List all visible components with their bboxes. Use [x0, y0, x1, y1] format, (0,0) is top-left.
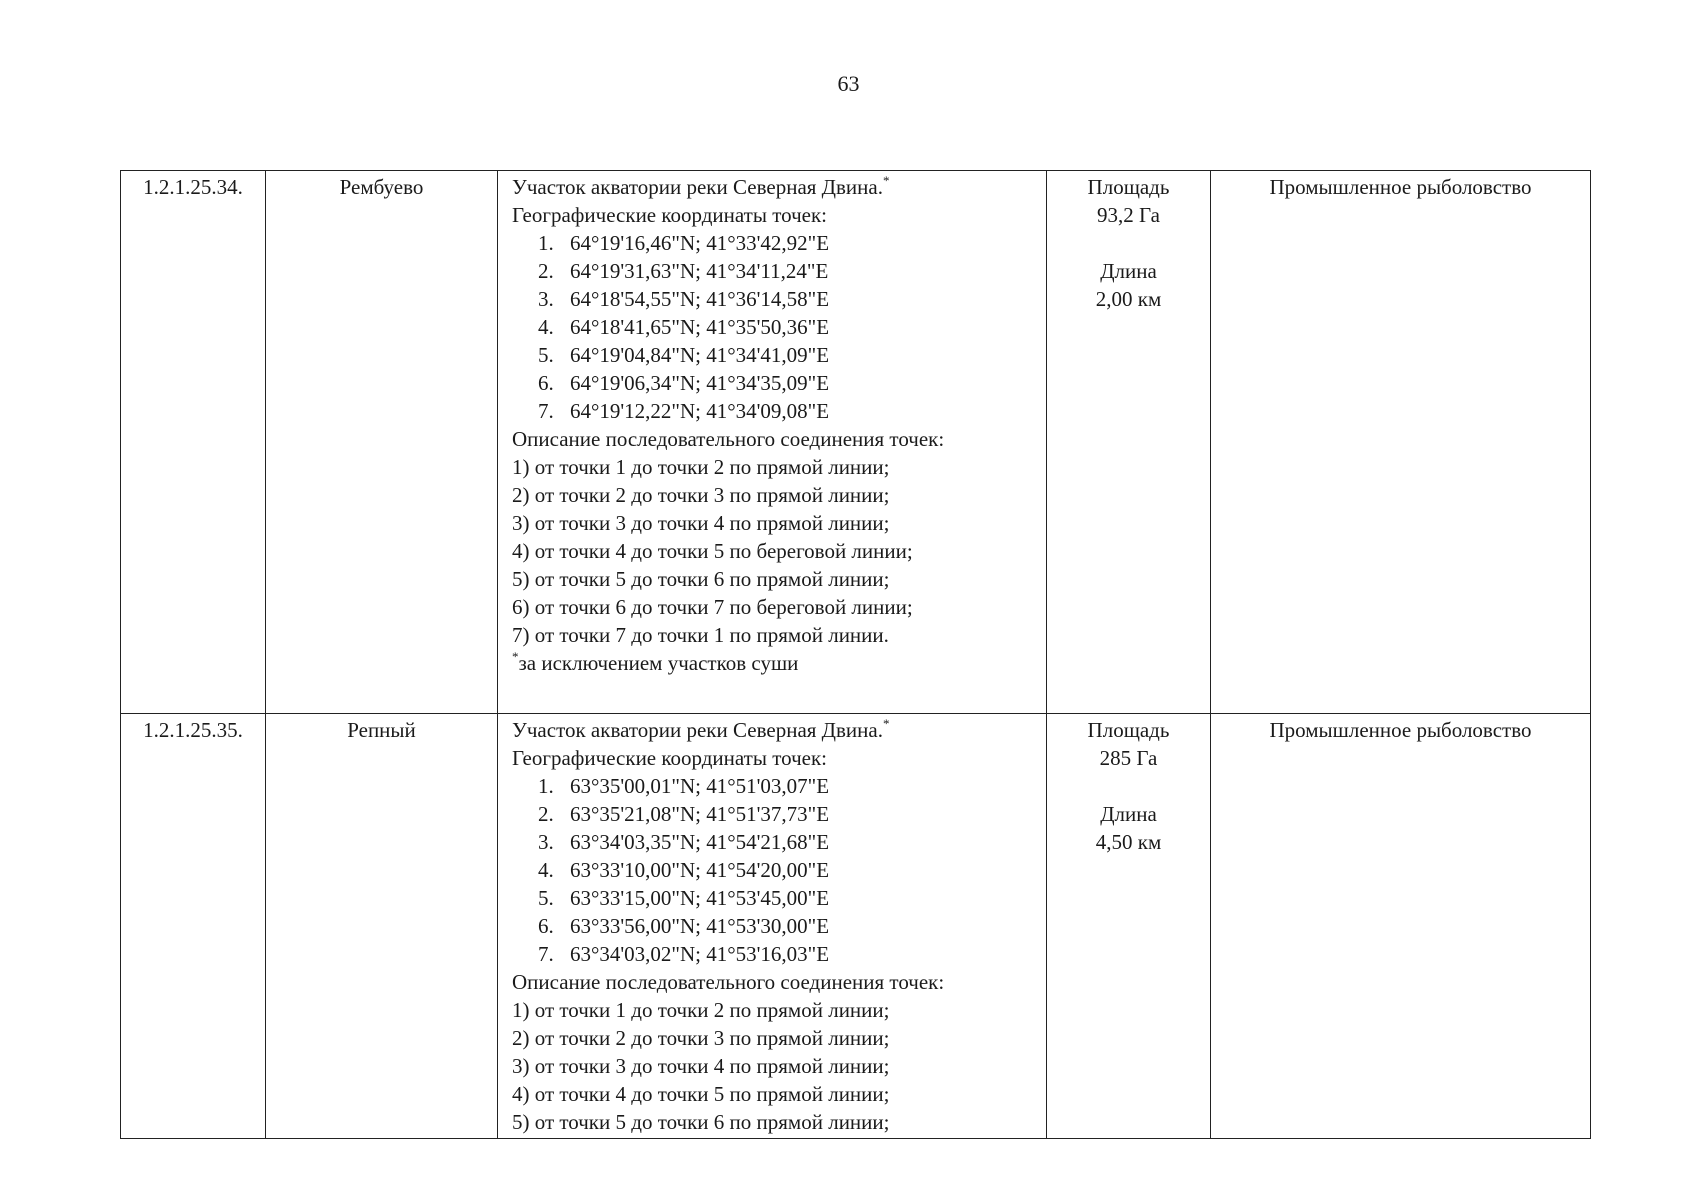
length-value: 4,50 км [1095, 830, 1162, 854]
fishing-areas-table [120, 170, 1591, 1139]
coordinate-item: 6. 64°19'06,34"N; 41°34'35,09"E [538, 371, 830, 395]
coords-heading: Географические координаты точек: [512, 203, 827, 227]
table-row [121, 714, 1591, 1139]
area-measurements [1047, 714, 1211, 1139]
area-value: 93,2 Га [1097, 203, 1160, 227]
area-description [498, 171, 1047, 714]
coordinate-item: 1. 64°19'16,46"N; 41°33'42,92"E [538, 231, 830, 255]
connection-item: 2) от точки 2 до точки 3 по прямой линии; [512, 483, 890, 507]
footnote-mark: * [882, 173, 890, 188]
coordinate-item: 2. 64°19'31,63"N; 41°34'11,24"E [538, 259, 829, 283]
footnote: *за исключением участков суши [512, 649, 799, 675]
page-number: 63 [837, 71, 860, 96]
coordinate-item: 5. 64°19'04,84"N; 41°34'41,09"E [538, 343, 830, 367]
coordinate-item: 5. 63°33'15,00"N; 41°53'45,00"E [538, 886, 830, 910]
coordinate-item: 6. 63°33'56,00"N; 41°53'30,00"E [538, 914, 830, 938]
area-purpose: Промышленное рыболовство [1211, 171, 1591, 714]
area-purpose: Промышленное рыболовство [1211, 714, 1591, 1139]
area-code: 1.2.1.25.34. [121, 171, 266, 714]
connection-item: 5) от точки 5 до точки 6 по прямой линии; [512, 1110, 890, 1134]
coordinate-item: 7. 63°34'03,02"N; 41°53'16,03"E [538, 942, 830, 966]
connection-item: 5) от точки 5 до точки 6 по прямой линии; [512, 567, 890, 591]
area-measurements [1047, 171, 1211, 714]
connection-item: 3) от точки 3 до точки 4 по прямой линии; [512, 1054, 890, 1078]
length-label: Длина [1100, 802, 1157, 826]
coordinate-item: 3. 63°34'03,35"N; 41°54'21,68"E [538, 830, 830, 854]
connection-item: 6) от точки 6 до точки 7 по береговой линии; [512, 595, 913, 619]
connection-item: 3) от точки 3 до точки 4 по прямой линии; [512, 511, 890, 535]
coordinate-item: 4. 63°33'10,00"N; 41°54'20,00"E [538, 858, 830, 882]
area-label: Площадь [1087, 718, 1170, 742]
area-description [498, 714, 1047, 1139]
table-row [121, 171, 1591, 714]
connection-item: 1) от точки 1 до точки 2 по прямой линии; [512, 998, 890, 1022]
length-value: 2,00 км [1095, 287, 1162, 311]
area-name: Репный [266, 714, 498, 1139]
footnote-mark: * [512, 649, 519, 664]
coordinate-item: 1. 63°35'00,01"N; 41°51'03,07"E [538, 774, 830, 798]
connection-item: 4) от точки 4 до точки 5 по береговой линии; [512, 539, 913, 563]
coordinate-item: 7. 64°19'12,22"N; 41°34'09,08"E [538, 399, 830, 423]
description-title: Участок акватории реки Северная Двина.* [512, 716, 890, 742]
area-name: Рембуево [266, 171, 498, 714]
area-code: 1.2.1.25.35. [121, 714, 266, 1139]
description-title: Участок акватории реки Северная Двина.* [512, 173, 890, 199]
area-label: Площадь [1087, 175, 1170, 199]
coords-heading: Географические координаты точек: [512, 746, 827, 770]
footnote-mark: * [882, 716, 890, 731]
connection-item: 1) от точки 1 до точки 2 по прямой линии; [512, 455, 890, 479]
connection-item: 7) от точки 7 до точки 1 по прямой линии. [512, 623, 889, 647]
coordinate-item: 3. 64°18'54,55"N; 41°36'14,58"E [538, 287, 830, 311]
coordinate-item: 2. 63°35'21,08"N; 41°51'37,73"E [538, 802, 830, 826]
length-label: Длина [1100, 259, 1157, 283]
coordinate-item: 4. 64°18'41,65"N; 41°35'50,36"E [538, 315, 830, 339]
area-value: 285 Га [1099, 746, 1158, 770]
connection-heading: Описание последовательного соединения точек: [512, 427, 945, 451]
connection-heading: Описание последовательного соединения точек: [512, 970, 945, 994]
connection-item: 4) от точки 4 до точки 5 по прямой линии; [512, 1082, 890, 1106]
connection-item: 2) от точки 2 до точки 3 по прямой линии; [512, 1026, 890, 1050]
